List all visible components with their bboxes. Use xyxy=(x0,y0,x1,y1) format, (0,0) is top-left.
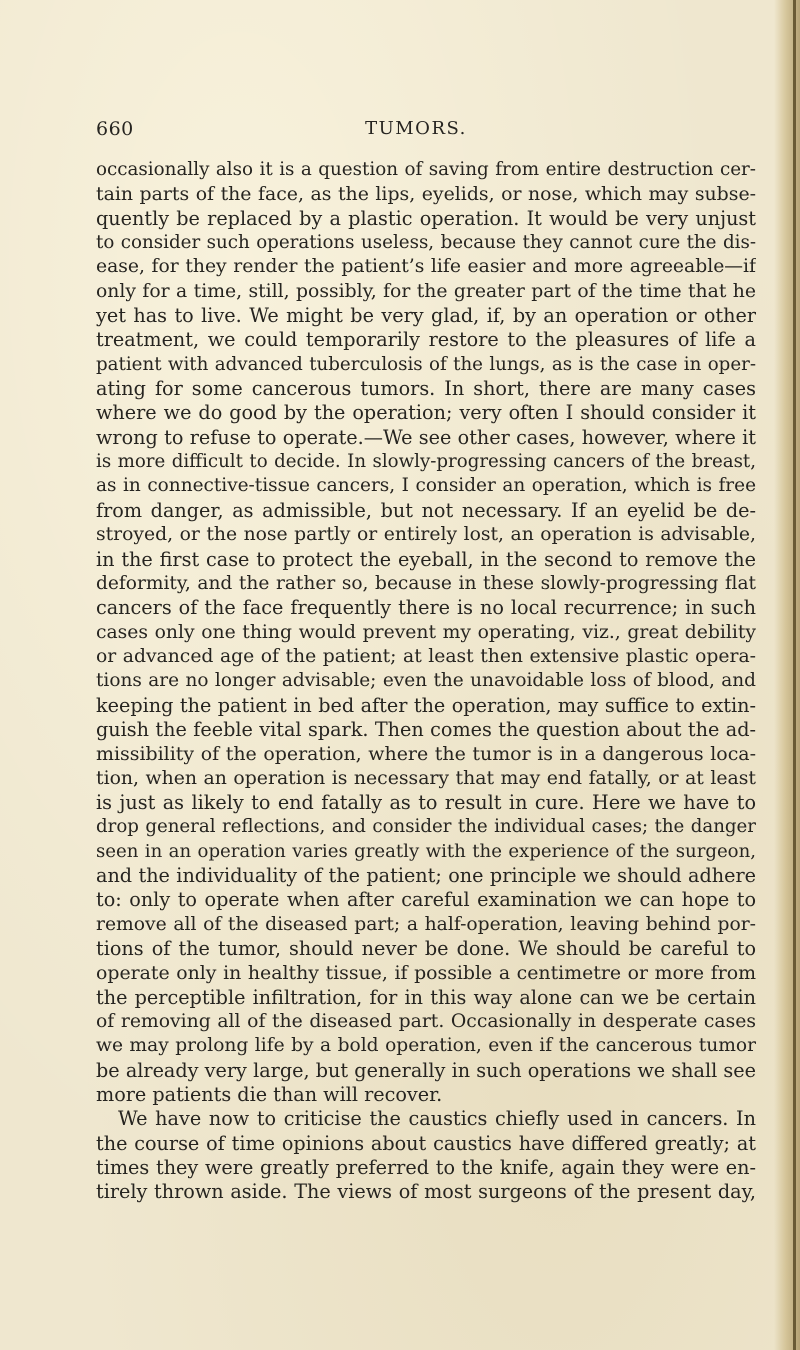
text-line: only for a time, still, possibly, for the greater part of the time that he xyxy=(96,280,756,302)
text-line: keeping the patient in bed after the operation, may suffice to extin- xyxy=(96,693,756,717)
text-line: as in connective-tissue cancers, I consider an operation, which is free xyxy=(96,475,756,497)
text-line: stroyed, or the nose partly or entirely lost, an operation is advisable, xyxy=(96,524,756,546)
page-number: 660 xyxy=(96,118,134,140)
text-line: drop general reflections, and consider the individual cases; the danger xyxy=(96,816,756,838)
text-line: patient with advanced tuberculosis of the lungs, as is the case in oper- xyxy=(96,353,756,375)
text-line: deformity, and the rather so, because in these slowly-progressing flat xyxy=(96,572,756,594)
text-line: tions of the tumor, should never be done. We should be careful to xyxy=(96,937,756,960)
text-line: be already very large, but generally in such operations we shall see xyxy=(96,1058,756,1082)
page-header xyxy=(96,118,736,142)
text-line: seen in an operation varies greatly with the experience of the surgeon, xyxy=(96,840,756,862)
text-line: We have now to criticise the caustics chiefly used in cancers. In xyxy=(118,1107,756,1131)
text-line: ating for some cancerous tumors. In short, there are many cases xyxy=(96,377,756,401)
text-line: is more difficult to decide. In slowly-progressing cancers of the breast, xyxy=(96,451,756,473)
text-line: missibility of the operation, where the tumor is in a dangerous loca- xyxy=(96,743,756,766)
text-line: tions are no longer advisable; even the unavoidable loss of blood, and xyxy=(96,670,756,692)
text-line: to consider such operations useless, because they cannot cure the dis- xyxy=(96,232,756,254)
text-line: remove all of the diseased part; a half-operation, leaving behind por- xyxy=(96,913,756,935)
page-edge-line xyxy=(793,0,796,1350)
text-line: the course of time opinions about caustics have differed greatly; at xyxy=(96,1131,756,1155)
text-line: tain parts of the face, as the lips, eyelids, or nose, which may subse- xyxy=(96,183,756,206)
body-text xyxy=(96,158,756,1205)
text-line: occasionally also it is a question of saving from entire destruction cer- xyxy=(96,159,756,180)
text-line: times they were greatly preferred to the knife, again they were en- xyxy=(96,1156,756,1180)
text-line: the perceptible infiltration, for in this way alone can we be certain xyxy=(96,985,756,1009)
text-line: or advanced age of the patient; at least then extensive plastic opera- xyxy=(96,645,756,667)
text-line: of removing all of the diseased part. Occasionally in desperate cases xyxy=(96,1011,756,1033)
text-line: yet has to live. We might be very glad, if, by an operation or other xyxy=(96,304,756,328)
text-line: we may prolong life by a bold operation, even if the cancerous tumor xyxy=(96,1035,756,1057)
text-line: in the first case to protect the eyeball, in the second to remove the xyxy=(96,547,756,571)
text-line: where we do good by the operation; very often I should consider it xyxy=(96,401,756,425)
text-line: to: only to operate when after careful examination we can hope to xyxy=(96,888,756,912)
text-line: cancers of the face frequently there is no local recurrence; in such xyxy=(96,596,756,620)
text-line: from danger, as admissible, but not necessary. If an eyelid be de- xyxy=(96,498,756,522)
text-line: more patients die than will recover. xyxy=(96,1083,443,1107)
text-line: ease, for they render the patient’s life easier and more agreeable—if xyxy=(96,256,756,278)
running-title: TUMORS. xyxy=(365,118,467,139)
text-line: tirely thrown aside. The views of most surgeons of the present day, xyxy=(96,1180,756,1204)
text-line: quently be replaced by a plastic operation. It would be very unjust xyxy=(96,206,756,230)
text-line: and the individuality of the patient; one principle we should adhere xyxy=(96,863,756,887)
text-line: tion, when an operation is necessary that may end fatally, or at least xyxy=(96,767,756,789)
text-line: guish the feeble vital spark. Then comes the question about the ad- xyxy=(96,717,756,741)
text-line: operate only in healthy tissue, if possible a centimetre or more from xyxy=(96,962,756,985)
text-line: is just as likely to end fatally as to result in cure. Here we have to xyxy=(96,790,756,814)
text-line: treatment, we could temporarily restore to the pleasures of life a xyxy=(96,328,756,352)
page-edge-shadow xyxy=(774,0,800,1350)
text-line: cases only one thing would prevent my operating, viz., great debility xyxy=(96,621,756,643)
text-line: wrong to refuse to operate.—We see other cases, however, where it xyxy=(96,425,756,449)
